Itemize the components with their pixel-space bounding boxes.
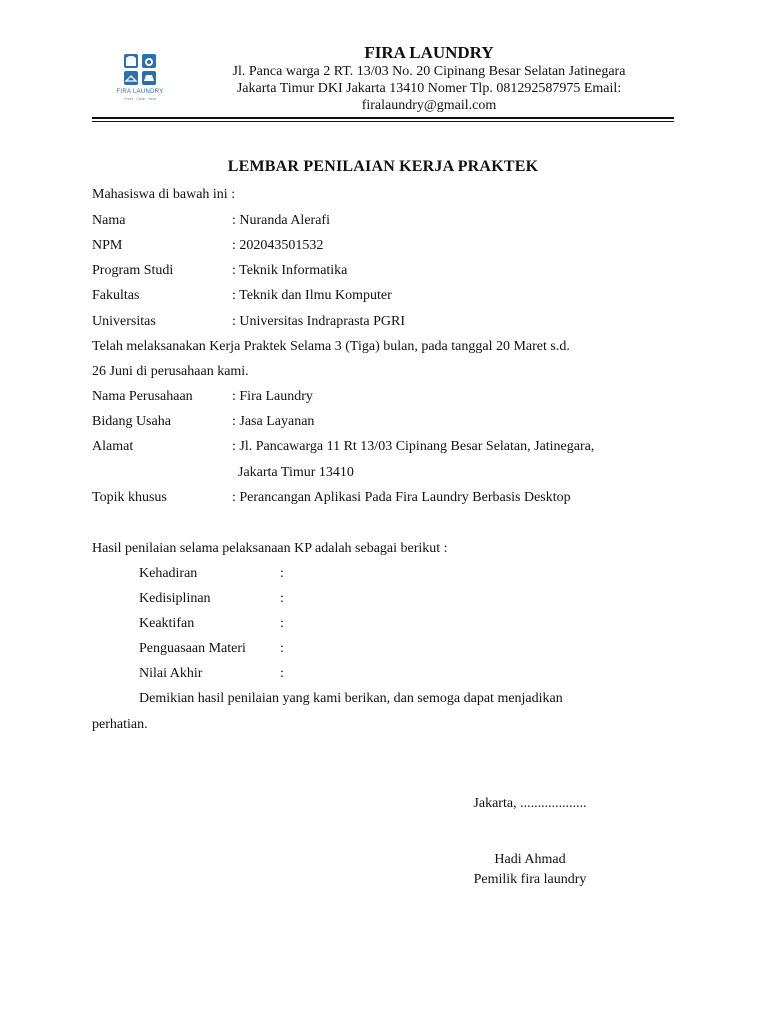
student-fakultas-value: : Teknik dan Ilmu Komputer [232,288,392,303]
student-prodi-label: Program Studi [92,263,174,278]
assessment-item-label: Penguasaan Materi [139,641,246,656]
company-address-label: Alamat [92,439,134,454]
statement-line-2: 26 Juni di perusahaan kami. [92,364,249,379]
student-npm-label: NPM [92,238,123,253]
signer-name: Hadi Ahmad [494,852,566,867]
assessment-item-label: Kedisiplinan [139,591,211,606]
company-field-value: : Jasa Layanan [232,414,315,429]
assessment-item-colon: : [280,566,284,581]
letterhead [196,43,662,114]
address-line-1: Jl. Panca warga 2 RT. 13/03 No. 20 Cipinang Besar Selatan Jatinegara [232,64,626,79]
assessment-item-colon: : [280,591,284,606]
student-univ-label: Universitas [92,314,156,329]
statement-line-1: Telah melaksanakan Kerja Praktek Selama 3 (Tiga) bulan, pada tanggal 20 Maret s.d. [92,339,570,354]
student-name-label: Nama [92,213,126,228]
closing-line-2: perhatian. [92,717,148,732]
logo-wordmark: FIRA LAUNDRY [116,89,164,95]
company-name: FIRA LAUNDRY [364,43,494,62]
signature-place-date: Jakarta, ................... [473,796,587,811]
address-line-3: firalaundry@gmail.com [361,98,497,113]
assessment-item-label: Keaktifan [139,616,195,631]
student-name-value: : Nuranda Alerafi [232,213,330,228]
company-name-value: : Fira Laundry [232,389,313,404]
topic-value: : Perancangan Aplikasi Pada Fira Laundry Berbasis Desktop [232,490,571,505]
assessment-item-colon: : [280,616,284,631]
closing-line-1: Demikian hasil penilaian yang kami berikan, dan semoga dapat menjadikan [139,691,563,706]
company-address-value-2: Jakarta Timur 13410 [238,465,354,480]
assessment-item-label: Nilai Akhir [139,666,203,681]
logo-tagline: Fresh · Clean · Neat [124,97,156,101]
document-title: LEMBAR PENILAIAN KERJA PRAKTEK [227,158,539,175]
topic-label: Topik khusus [92,490,167,505]
student-fakultas-label: Fakultas [92,288,140,303]
company-name-label: Nama Perusahaan [92,389,193,404]
assessment-intro: Hasil penilaian selama pelaksanaan KP adalah sebagai berikut : [92,541,448,556]
student-prodi-value: : Teknik Informatika [232,263,348,278]
assessment-item-colon: : [280,641,284,656]
letterhead-divider-thick [92,117,674,119]
assessment-item-colon: : [280,666,284,681]
intro-text: Mahasiswa di bawah ini : [92,187,236,202]
student-npm-value: : 202043501532 [232,238,324,253]
company-field-label: Bidang Usaha [92,414,171,429]
company-address-value-1: : Jl. Pancawarga 11 Rt 13/03 Cipinang Besar Selatan, Jatinegara, [232,439,595,454]
assessment-item-label: Kehadiran [139,566,198,581]
signer-position: Pemilik fira laundry [473,872,587,887]
address-line-2: Jakarta Timur DKI Jakarta 13410 Nomer Tlp. 081292587975 Email: [236,81,622,96]
letterhead-divider-thin [92,121,674,122]
student-univ-value: : Universitas Indraprasta PGRI [232,314,406,329]
